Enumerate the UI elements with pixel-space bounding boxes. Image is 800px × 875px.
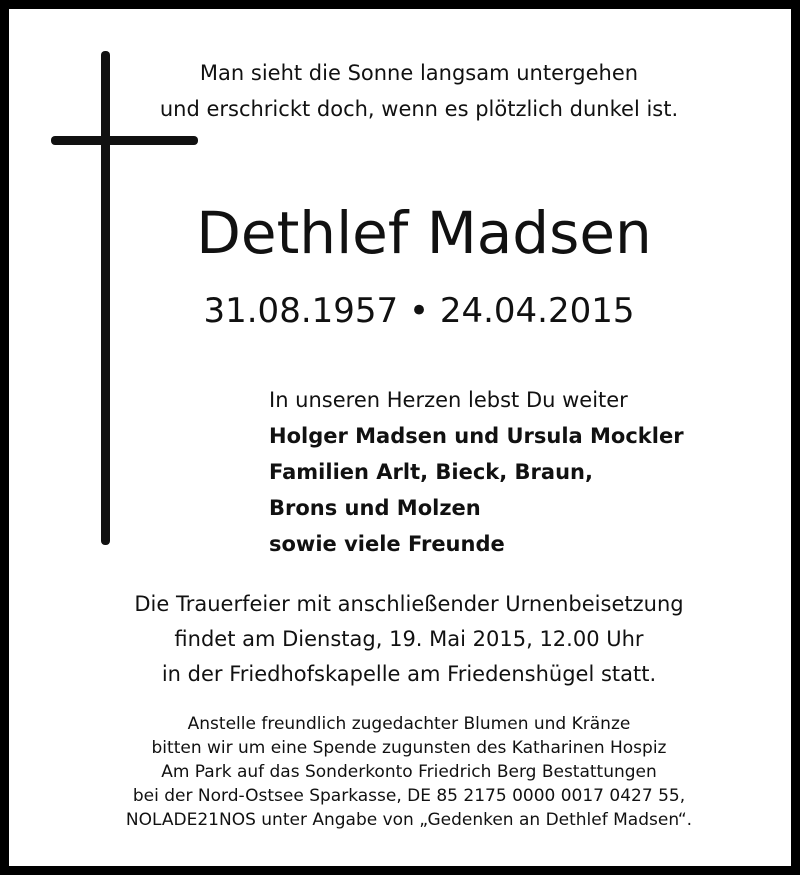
mourner-line: Brons und Molzen <box>269 496 481 520</box>
donation-line: bitten wir um eine Spende zugunsten des Katharinen Hospiz <box>151 738 667 758</box>
mourners-intro: In unseren Herzen lebst Du weiter <box>269 388 628 412</box>
donation-line: Am Park auf das Sonderkonto Friedrich Berg Bestattungen <box>161 762 657 782</box>
motto-verse <box>119 55 719 127</box>
ceremony-info <box>49 587 769 692</box>
donation-line: Anstelle freundlich zugedachter Blumen und Kränze <box>187 714 631 734</box>
mourner-line: Familien Arlt, Bieck, Braun, <box>269 460 593 484</box>
ceremony-line: Die Trauerfeier mit anschließender Urnenbeisetzung <box>134 592 684 616</box>
mourner-line: sowie viele Freunde <box>269 532 505 556</box>
cross-icon <box>101 51 110 545</box>
ceremony-line: in der Friedhofskapelle am Friedenshügel statt. <box>161 662 657 686</box>
ceremony-line: findet am Dienstag, 19. Mai 2015, 12.00 Uhr <box>174 627 644 651</box>
cross-icon-crossbar <box>51 136 198 145</box>
motto-line: und erschrickt doch, wenn es plötzlich dunkel ist. <box>159 97 679 121</box>
motto-line: Man sieht die Sonne langsam untergehen <box>199 61 639 85</box>
mourners-block <box>269 382 684 562</box>
deceased-name: Dethlef Madsen <box>196 199 652 267</box>
life-dates: 31.08.1957 • 24.04.2015 <box>203 291 635 331</box>
donation-line: NOLADE21NOS unter Angabe von „Gedenken an Dethlef Madsen“. <box>125 810 693 830</box>
mourner-line: Holger Madsen und Ursula Mockler <box>269 424 684 448</box>
donation-info <box>39 712 779 832</box>
donation-line: bei der Nord-Ostsee Sparkasse, DE 85 2175 0000 0017 0427 55, <box>132 786 686 806</box>
